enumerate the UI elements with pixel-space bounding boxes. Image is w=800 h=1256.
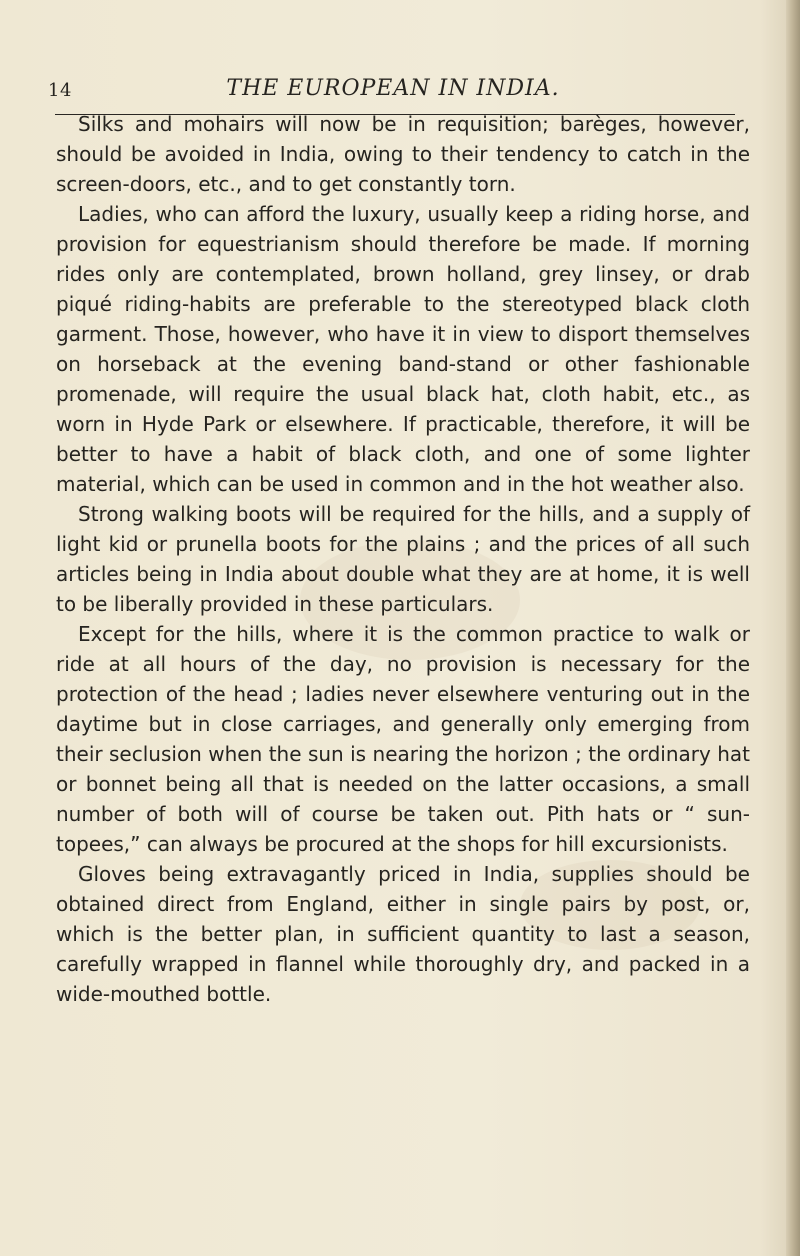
paragraph: Except for the hills, where it is the common practice to walk or ride at all hours of the day, no provision is necessary for the protection of the head ; ladies never elsewhere venturing out in the daytime but in close carriages, and generally only emerging from their seclusion when the sun is nearing the horizon ; the ordinary hat or bonnet being all that is needed on the latter occasions, a small number of both will of course be taken out. Pith hats or “ sun-topees,” can always be procured at the shops for hill excursionists. <box>56 622 750 856</box>
paragraph: Gloves being extravagantly priced in India, supplies should be obtained direct from England, either in single pairs by post, or, which is the better plan, in sufficient quantity to last a season, carefully wrapped in flannel while thoroughly dry, and packed in a wide-mouthed bottle. <box>56 862 750 1006</box>
page-number: 14 <box>48 80 72 101</box>
running-title: THE EUROPEAN IN INDIA. <box>226 76 560 101</box>
page-header <box>48 74 738 108</box>
paragraph: Ladies, who can afford the luxury, usually keep a riding horse, and provision for equestrianism should therefore be made. If morning rides only are contemplated, brown holland, grey linsey, or drab piqué riding-habits are preferable to the stereotyped black cloth garment. Those, however, who have it in view to disport themselves on horseback at the evening band-stand or other fashionable promenade, will require the usual black hat, cloth habit, etc., as worn in Hyde Park or elsewhere. If practicable, therefore, it will be better to have a habit of black cloth, and one of some lighter material, which can be used in common and in the hot weather also. <box>56 202 750 496</box>
paragraph: Strong walking boots will be required for the hills, and a supply of light kid or prunella boots for the plains ; and the prices of all such articles being in India about double what they are at home, it is well to be liberally provided in these particulars. <box>56 502 750 616</box>
body-text <box>56 109 750 1009</box>
paragraph: Silks and mohairs will now be in requisition; barèges, however, should be avoided in India, owing to their tendency to catch in the screen-doors, etc., and to get constantly torn. <box>56 112 750 196</box>
page-edge <box>786 0 800 1256</box>
